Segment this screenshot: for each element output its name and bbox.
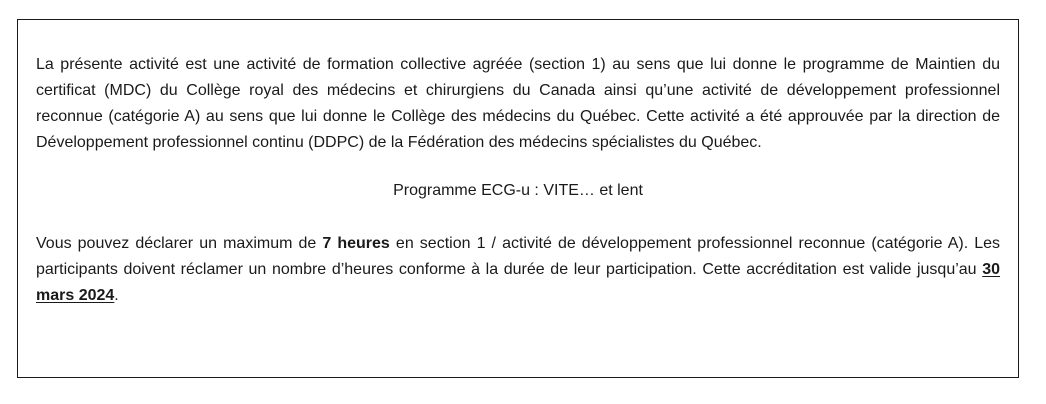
hours-prefix: Vous pouvez déclarer un maximum de xyxy=(36,235,323,252)
hours-paragraph xyxy=(36,231,1000,309)
hours-middle: en section 1 / activité de développement professionnel reconnue (catégorie A). Les participants doivent réclamer un nombre d’heures conforme à la durée de leur participation. Cette accréditation est valide jusqu’au xyxy=(36,235,1001,278)
max-hours: 7 heures xyxy=(322,235,390,252)
accreditation-box xyxy=(17,19,1019,378)
valid-until-date: 30 mars 2024 xyxy=(36,261,1000,304)
program-title: Programme ECG-u : VITE… et lent xyxy=(393,182,643,199)
accreditation-paragraph: La présente activité est une activité de formation collective agréée (section 1) au sens que lui donne le programme de Maintien du certificat (MDC) du Collège royal des médecins et chirurgiens du Canada ainsi qu’une activité de développement professionnel reconnue (catégorie A) au sens que lui donne le Collège des médecins du Québec. Cette activité a été approuvée par la direction de Développement professionnel continu (DDPC) de la Fédération des médecins spécialistes du Québec. xyxy=(36,56,1000,151)
hours-suffix: . xyxy=(114,287,119,304)
